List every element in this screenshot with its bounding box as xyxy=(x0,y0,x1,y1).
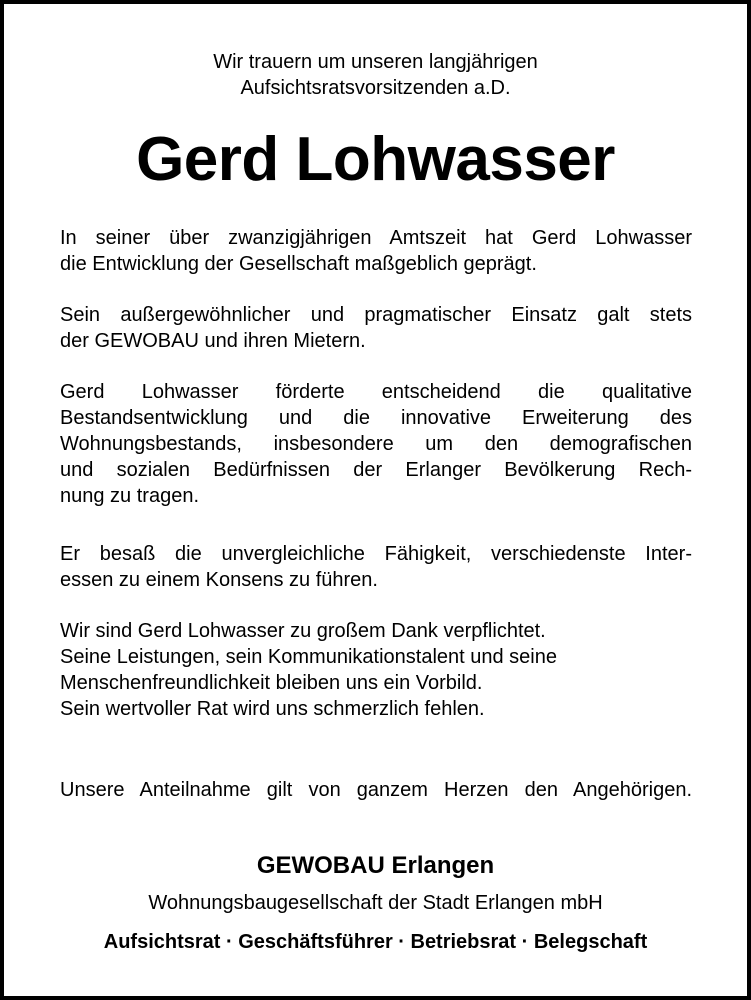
organization-subtitle: Wohnungsbaugesellschaft der Stadt Erlangen mbH xyxy=(148,892,603,914)
text-line: Er besaß die unvergleichliche Fähigkeit, verschiedenste Inter- xyxy=(60,543,692,565)
text-line: Seine Leistungen, sein Kommunikationstalent und seine xyxy=(60,646,557,668)
intro-line-2: Aufsichtsratsvorsitzenden a.D. xyxy=(240,77,511,99)
text-line: die Entwicklung der Gesellschaft maßgeblich geprägt. xyxy=(60,253,537,275)
paragraph-consensus xyxy=(60,541,692,593)
paragraph-gratitude xyxy=(60,618,692,722)
text-line: Bestandsentwicklung und die innovative Erweiterung des xyxy=(60,407,692,429)
text-line: Gerd Lohwasser förderte entscheidend die qualitative xyxy=(60,381,692,403)
text-line: essen zu einem Konsens zu führen. xyxy=(60,569,378,591)
text-line: Wohnungsbestands, insbesondere um den demografischen xyxy=(60,433,692,455)
text-line: Wir sind Gerd Lohwasser zu großem Dank verpflichtet. xyxy=(60,620,546,642)
text-line: In seiner über zwanzigjährigen Amtszeit hat Gerd Lohwasser xyxy=(60,227,692,249)
organization-name: GEWOBAU Erlangen xyxy=(256,852,495,879)
text-line: der GEWOBAU und ihren Mietern. xyxy=(60,330,366,352)
text-line: und sozialen Bedürfnissen der Erlanger Bevölkerung Rech- xyxy=(60,459,692,481)
paragraph-commitment xyxy=(60,302,692,354)
text-line: Menschenfreundlichkeit bleiben uns ein Vorbild. xyxy=(60,672,483,694)
intro-line-1: Wir trauern um unseren langjährigen xyxy=(213,51,538,73)
text-line: Sein außergewöhnlicher und pragmatischer Einsatz galt stets xyxy=(60,304,692,326)
text-line: nung zu tragen. xyxy=(60,485,199,507)
paragraph-development xyxy=(60,379,692,509)
condolence-line: Unsere Anteilnahme gilt von ganzem Herzen den Angehörigen. xyxy=(60,779,692,801)
signatory-groups: Aufsichtsrat · Geschäftsführer · Betriebsrat · Belegschaft xyxy=(103,931,648,953)
deceased-name: Gerd Lohwasser xyxy=(136,125,615,194)
paragraph-tenure xyxy=(60,225,692,277)
text-line: Sein wertvoller Rat wird uns schmerzlich fehlen. xyxy=(60,698,485,720)
